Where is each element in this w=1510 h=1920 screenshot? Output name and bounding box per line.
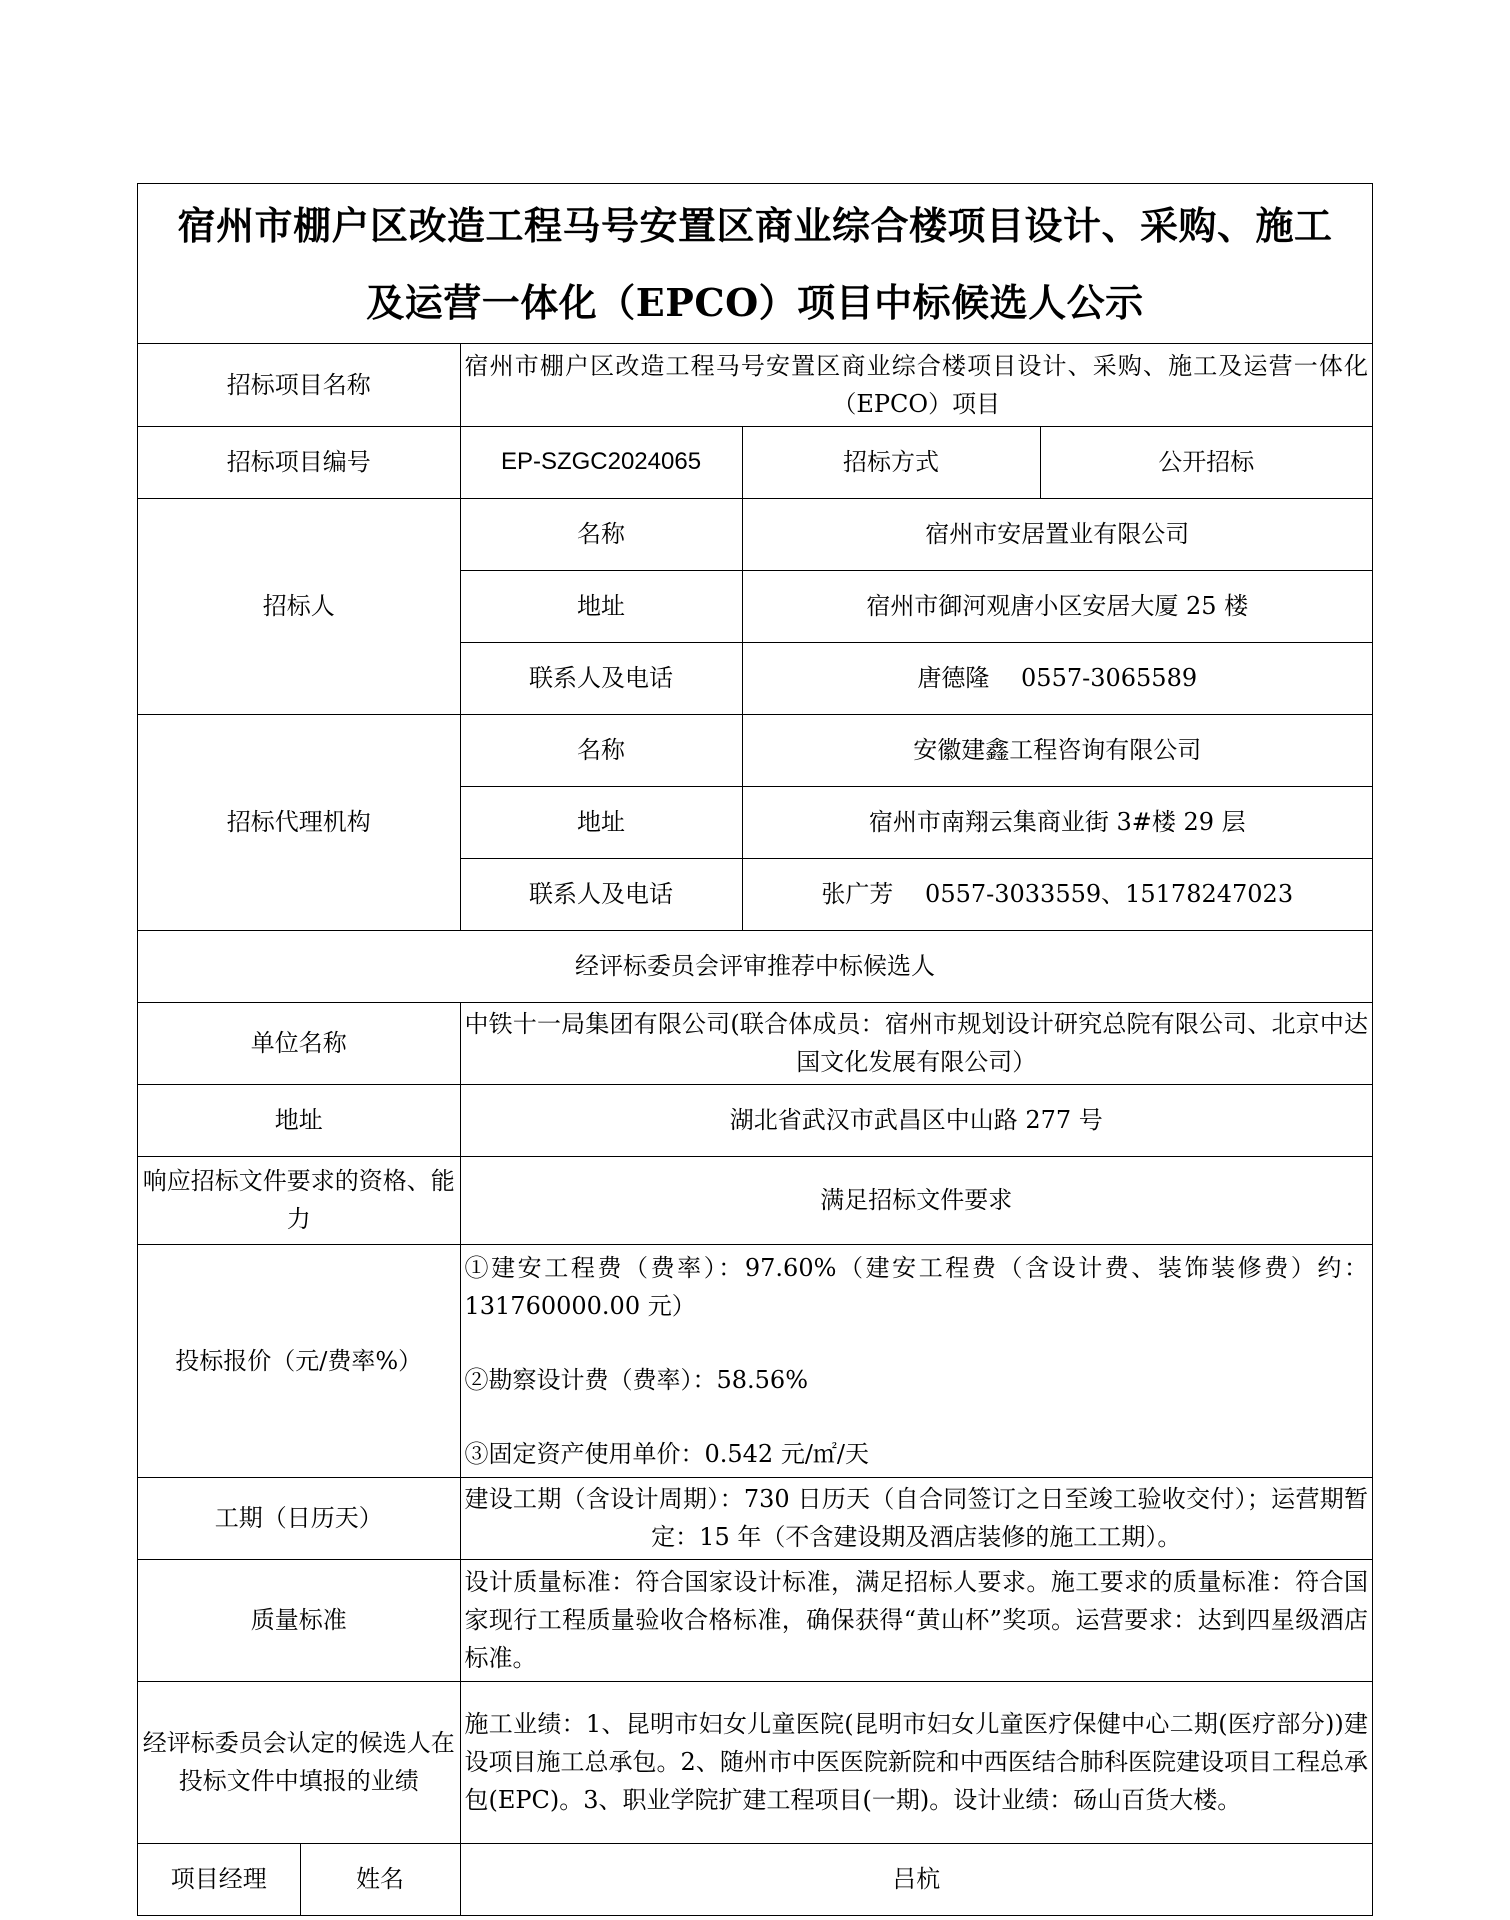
agency-name-label: 名称 — [460, 714, 742, 786]
row-quality — [138, 1559, 1372, 1681]
row-performance — [138, 1681, 1372, 1843]
row-tenderer-name — [138, 498, 1372, 570]
candidate-address-label: 地址 — [138, 1084, 460, 1156]
row-project-name — [138, 344, 1372, 426]
qualification-value: 满足招标文件要求 — [460, 1156, 1372, 1244]
manager-name-label: 姓名 — [300, 1843, 460, 1915]
bid-item-2: ②勘察设计费（费率）：58.56% — [464, 1365, 809, 1394]
tenderer-contact-label: 联系人及电话 — [460, 642, 742, 714]
row-project-manager — [138, 1843, 1372, 1915]
agency-name: 安徽建鑫工程咨询有限公司 — [742, 714, 1372, 786]
qualification-label: 响应招标文件要求的资格、能力 — [138, 1156, 460, 1244]
bid-price-value — [460, 1244, 1372, 1477]
project-name-value: 宿州市棚户区改造工程马号安置区商业综合楼项目设计、采购、施工及运营一体化（EPCO）项目 — [460, 344, 1372, 426]
period-label: 工期（日历天） — [138, 1477, 460, 1559]
project-number-label: 招标项目编号 — [138, 426, 460, 498]
tender-method-value: 公开招标 — [1040, 426, 1372, 498]
row-project-number — [138, 426, 1372, 498]
row-recommend-heading — [138, 930, 1372, 1002]
tenderer-address-label: 地址 — [460, 570, 742, 642]
tenderer-label: 招标人 — [138, 498, 460, 714]
tenderer-name-label: 名称 — [460, 498, 742, 570]
project-number-value: EP-SZGC2024065 — [460, 426, 742, 498]
row-bid-price — [138, 1244, 1372, 1477]
period-value: 建设工期（含设计周期）：730 日历天（自合同签订之日至竣工验收交付）；运营期暂定：15 年（不含建设期及酒店装修的施工工期）。 — [460, 1477, 1372, 1559]
recommend-heading: 经评标委员会评审推荐中标候选人 — [138, 930, 1372, 1002]
agency-label: 招标代理机构 — [138, 714, 460, 930]
manager-name: 吕杭 — [460, 1843, 1372, 1915]
agency-address: 宿州市南翔云集商业街 3#楼 29 层 — [742, 786, 1372, 858]
project-name-label: 招标项目名称 — [138, 344, 460, 426]
bid-item-1: ①建安工程费（费率）：97.60%（建安工程费（含设计费、装饰装修费）约：131760000.00 元） — [464, 1253, 1369, 1320]
tenderer-address: 宿州市御河观唐小区安居大厦 25 楼 — [742, 570, 1372, 642]
bid-price-label: 投标报价（元/费率%） — [138, 1244, 460, 1477]
quality-label: 质量标准 — [138, 1559, 460, 1681]
candidate-unit-value: 中铁十一局集团有限公司(联合体成员：宿州市规划设计研究总院有限公司、北京中达国文化发展有限公司） — [460, 1002, 1372, 1084]
tenderer-name: 宿州市安居置业有限公司 — [742, 498, 1372, 570]
agency-contact: 张广芳 0557-3033559、15178247023 — [742, 858, 1372, 930]
tenderer-contact: 唐德隆 0557-3065589 — [742, 642, 1372, 714]
announcement-table — [138, 344, 1372, 1916]
announcement-frame — [137, 183, 1373, 1916]
project-manager-label: 项目经理 — [138, 1843, 300, 1915]
title-line-1: 宿州市棚户区改造工程马号安置区商业综合楼项目设计、采购、施工 — [177, 202, 1333, 248]
performance-value: 施工业绩：1、昆明市妇女儿童医院(昆明市妇女儿童医疗保健中心二期(医疗部分))建设项目施工总承包。2、随州市中医医院新院和中西医结合肺科医院建设项目工程总承包(EPC)。3、职业学院扩建工程项目(一期)。设计业绩：砀山百货大楼。 — [460, 1681, 1372, 1843]
tender-method-label: 招标方式 — [742, 426, 1040, 498]
row-candidate-address — [138, 1084, 1372, 1156]
row-agency-name — [138, 714, 1372, 786]
agency-contact-label: 联系人及电话 — [460, 858, 742, 930]
quality-value: 设计质量标准：符合国家设计标准，满足招标人要求。施工要求的质量标准：符合国家现行工程质量验收合格标准，确保获得“黄山杯”奖项。运营要求：达到四星级酒店标准。 — [460, 1559, 1372, 1681]
document-title — [138, 184, 1372, 344]
row-candidate-unit — [138, 1002, 1372, 1084]
row-period — [138, 1477, 1372, 1559]
agency-address-label: 地址 — [460, 786, 742, 858]
performance-label: 经评标委员会认定的候选人在投标文件中填报的业绩 — [138, 1681, 460, 1843]
candidate-unit-label: 单位名称 — [138, 1002, 460, 1084]
title-line-2: 及运营一体化（EPCO）项目中标候选人公示 — [366, 279, 1144, 325]
candidate-address-value: 湖北省武汉市武昌区中山路 277 号 — [460, 1084, 1372, 1156]
bid-item-3: ③固定资产使用单价：0.542 元/㎡/天 — [464, 1439, 870, 1468]
row-qualification — [138, 1156, 1372, 1244]
